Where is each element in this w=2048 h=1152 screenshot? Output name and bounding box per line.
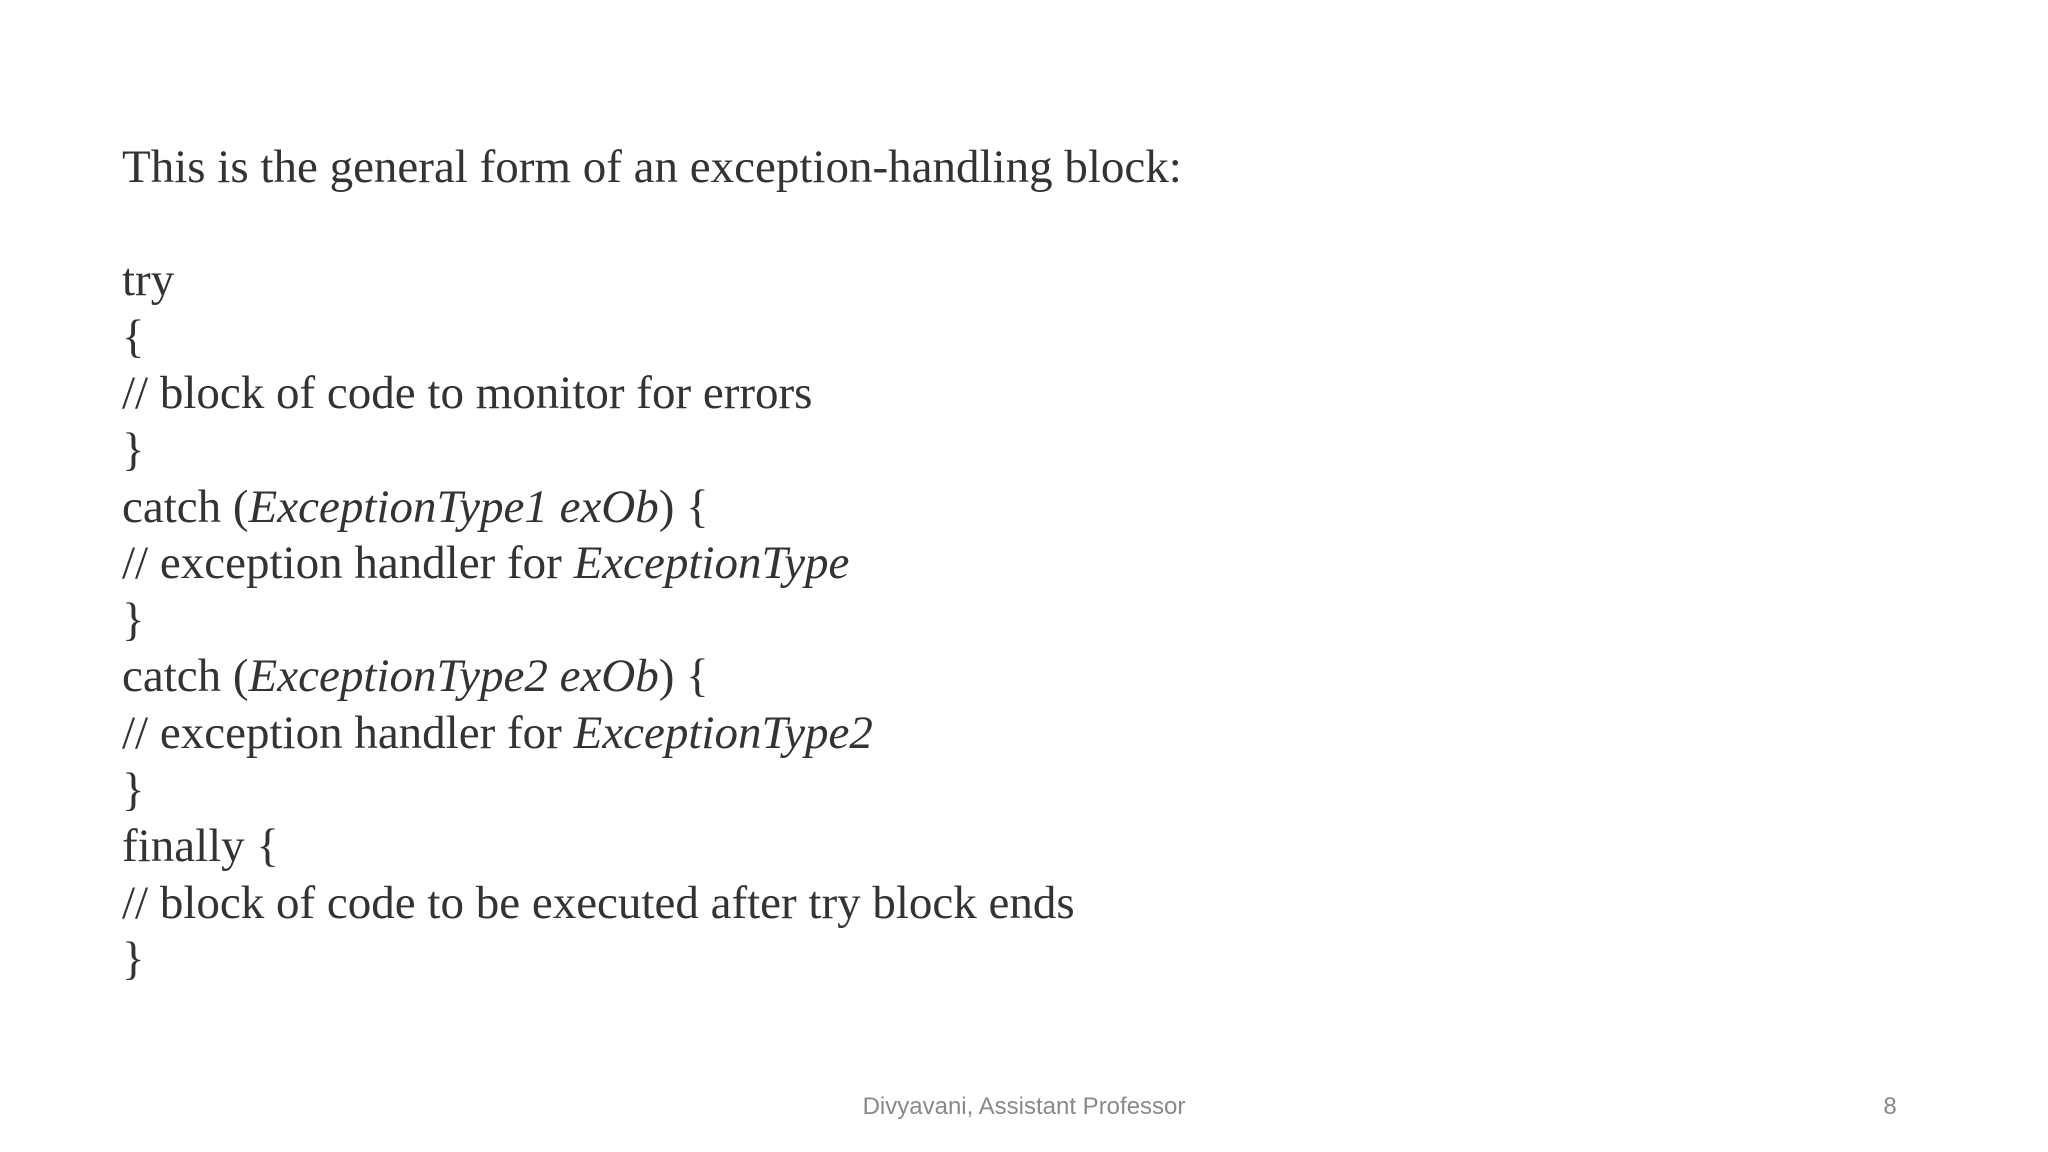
code-line-close-brace-catch-2: } [122, 763, 145, 816]
code-line-handler-1 [122, 535, 1902, 592]
catch-1-param: ExceptionType1 exOb [248, 480, 659, 533]
code-line-finally-comment: // block of code to be executed after try block ends [122, 876, 1075, 929]
handler-2-prefix: // exception handler for [122, 706, 574, 759]
code-line-open-brace: { [122, 310, 145, 363]
code-line-close-brace-finally: } [122, 933, 145, 986]
code-line-try-comment: // block of code to monitor for errors [122, 367, 813, 420]
code-line-finally: finally { [122, 820, 279, 873]
code-line-catch-2 [122, 648, 1902, 705]
code-line-try: try [122, 254, 175, 307]
handler-1-prefix: // exception handler for [122, 537, 574, 590]
catch-2-param: ExceptionType2 exOb [248, 650, 659, 703]
slide-body [122, 139, 1902, 988]
code-line-catch-1 [122, 479, 1902, 536]
catch-2-prefix: catch ( [122, 650, 249, 703]
slide-page-number: 8 [1883, 1093, 1897, 1120]
catch-1-prefix: catch ( [122, 480, 249, 533]
footer-author: Divyavani, Assistant Professor [862, 1093, 1186, 1120]
catch-1-suffix: ) { [658, 480, 709, 533]
handler-1-type: ExceptionType [573, 537, 850, 590]
catch-2-suffix: ) { [658, 650, 709, 703]
code-line-close-brace-try: } [122, 423, 145, 476]
handler-2-type: ExceptionType2 [573, 706, 873, 759]
code-line-close-brace-catch-1: } [122, 593, 145, 646]
code-line-handler-2 [122, 705, 1902, 762]
intro-text: This is the general form of an exception-handling block: [122, 141, 1182, 193]
